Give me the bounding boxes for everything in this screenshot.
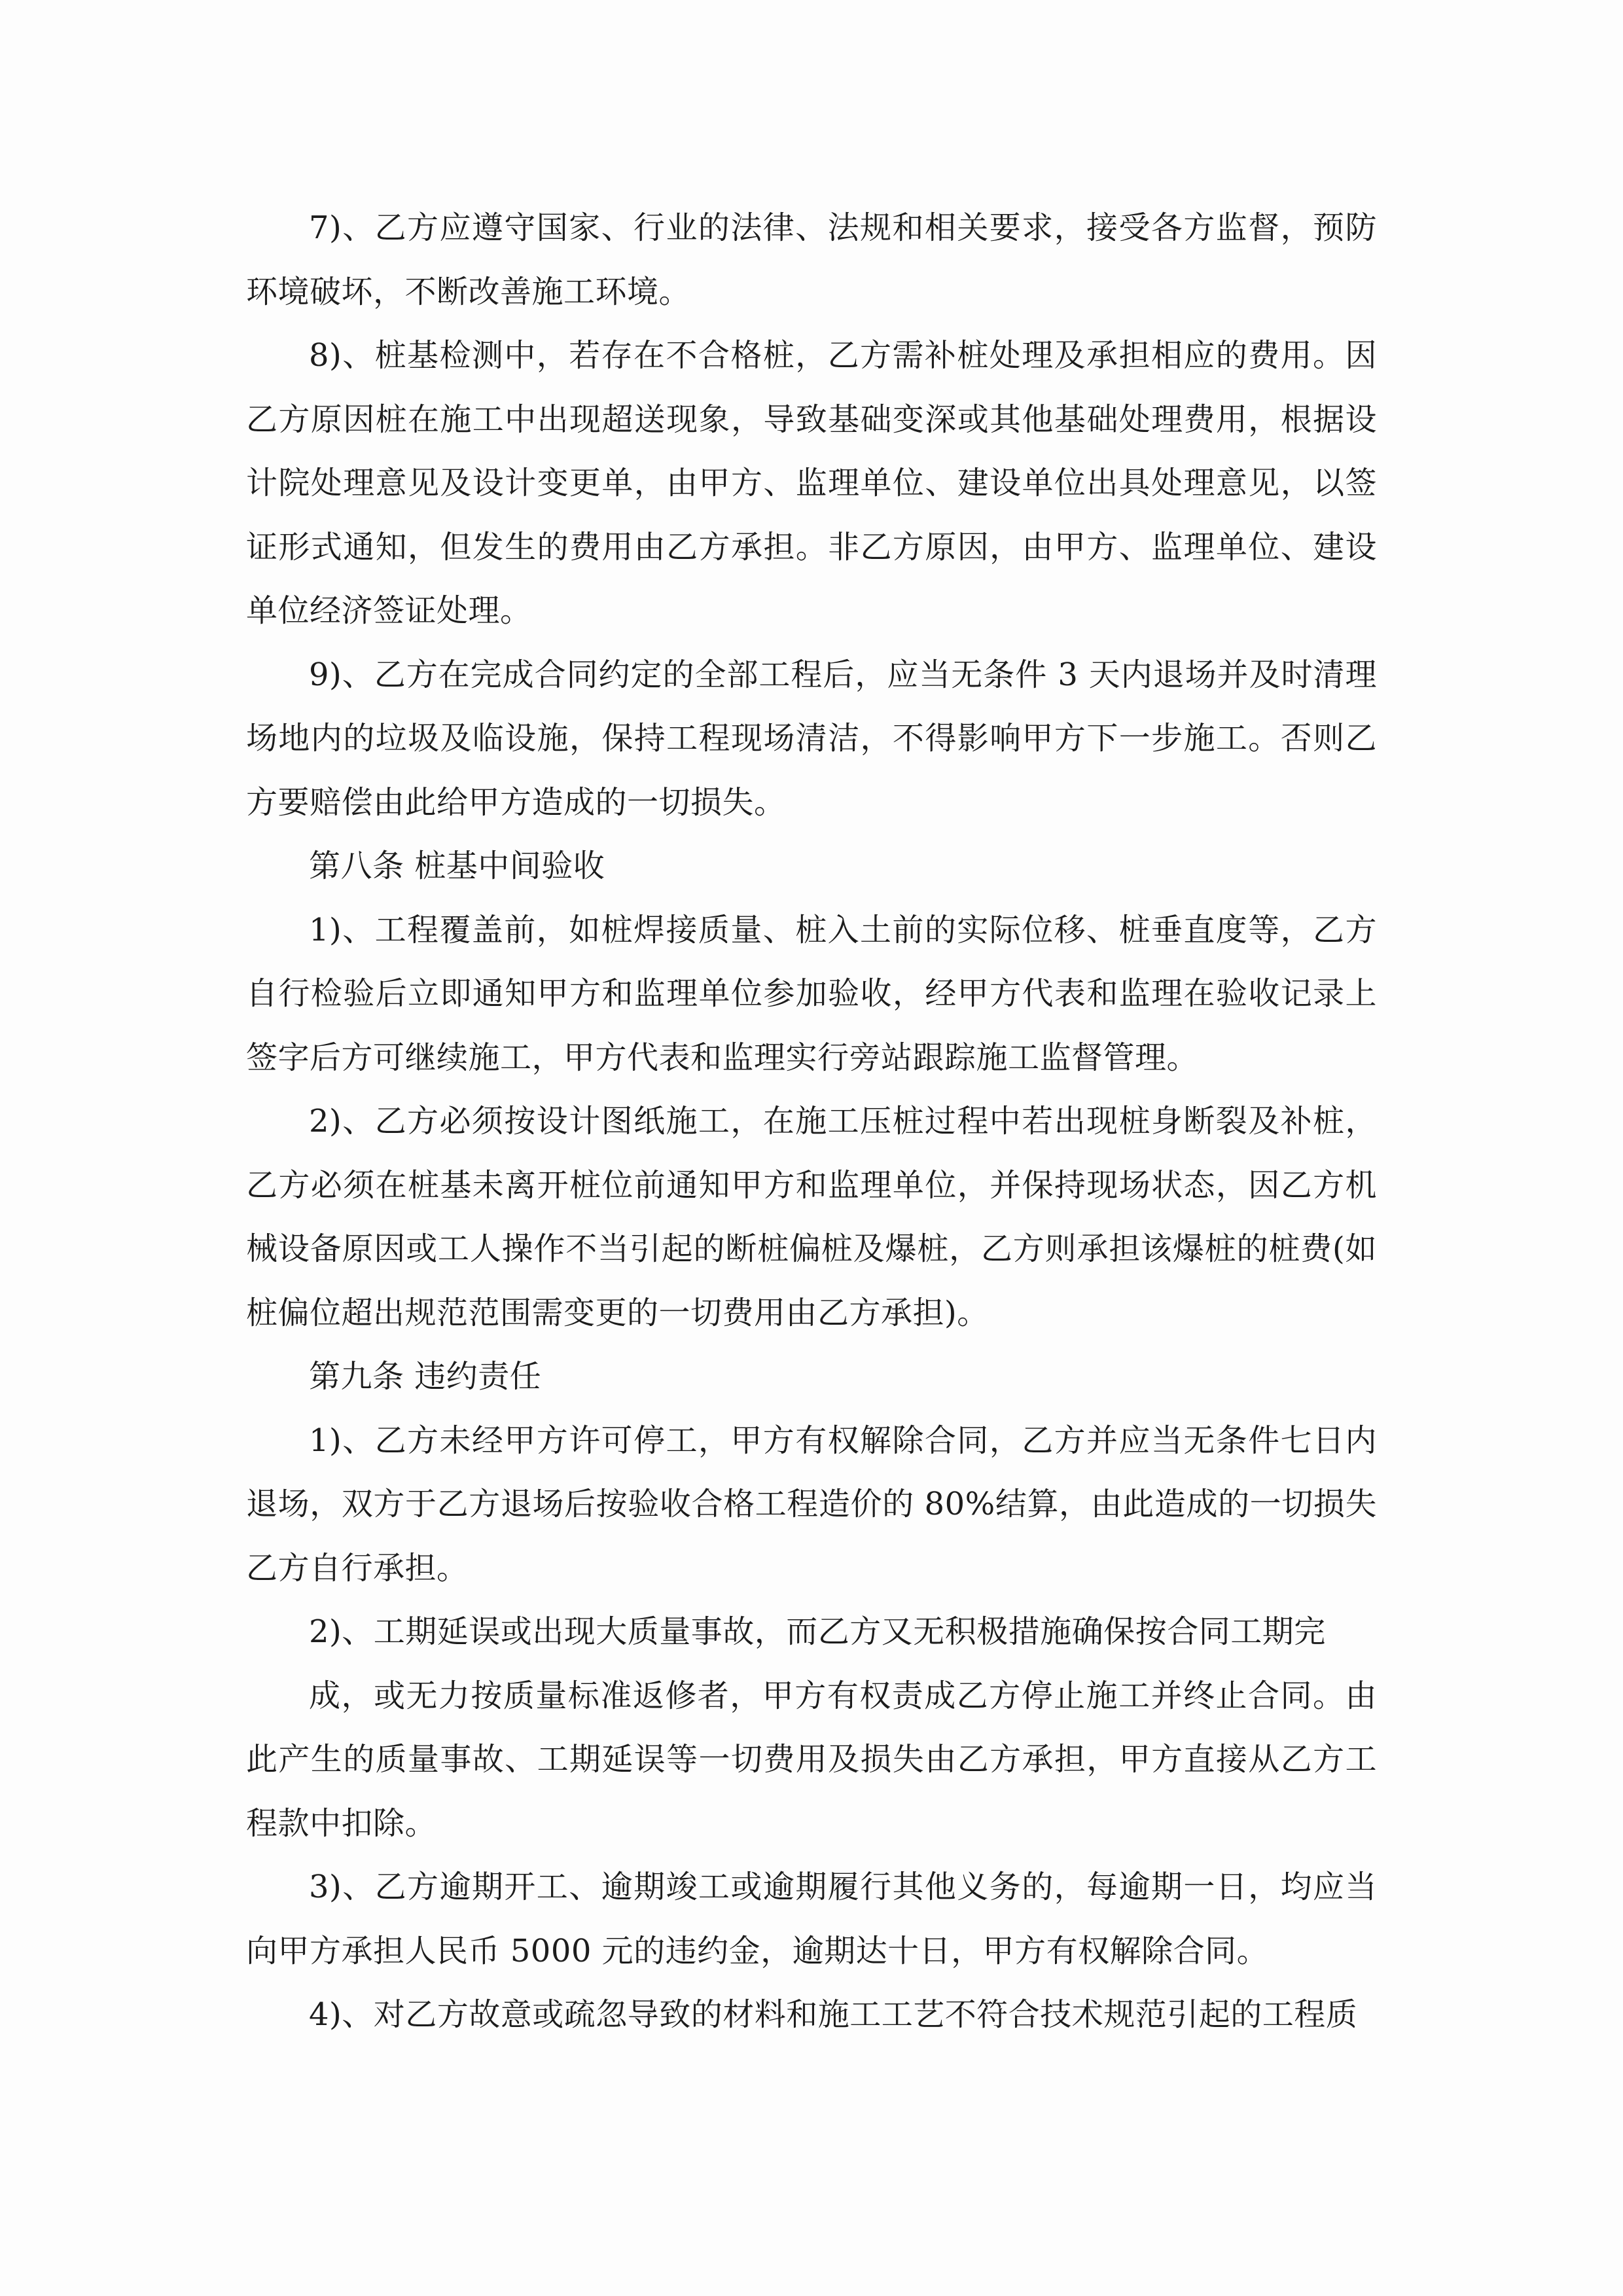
clause-7-7: 7)、乙方应遵守国家、行业的法律、法规和相关要求，接受各方监督，预防环境破坏，不断改善施工环境。 bbox=[246, 209, 1377, 310]
document-body bbox=[246, 196, 1377, 2047]
clause-9-3: 3)、乙方逾期开工、逾期竣工或逾期履行其他义务的，每逾期一日，均应当向甲方承担人民币 5000 元的违约金，逾期达十日，甲方有权解除合同。 bbox=[246, 1869, 1377, 1969]
clause-9-2: 2)、工期延误或出现大质量事故，而乙方又无积极措施确保按合同工期完 bbox=[309, 1613, 1326, 1650]
clause-9-1: 1)、乙方未经甲方许可停工，甲方有权解除合同，乙方并应当无条件七日内退场，双方于乙方退场后按验收合格工程造价的 80%结算，由此造成的一切损失乙方自行承担。 bbox=[246, 1422, 1377, 1587]
article-9-heading: 第九条 违约责任 bbox=[309, 1358, 542, 1395]
clause-8-1: 1)、工程覆盖前，如桩焊接质量、桩入土前的实际位移、桩垂直度等，乙方自行检验后立即通知甲方和监理单位参加验收，经甲方代表和监理在验收记录上签字后方可继续施工，甲方代表和监理实行旁站跟踪施工监督管理。 bbox=[246, 911, 1377, 1076]
clause-7-8: 8)、桩基检测中，若存在不合格桩，乙方需补桩处理及承担相应的费用。因乙方原因桩在施工中出现超送现象，导致基础变深或其他基础处理费用，根据设计院处理意见及设计变更单，由甲方、监理单位、建设单位出具处理意见，以签证形式通知，但发生的费用由乙方承担。非乙方原因，由甲方、监理单位、建设单位经济签证处理。 bbox=[246, 337, 1377, 629]
article-8-heading: 第八条 桩基中间验收 bbox=[309, 848, 605, 884]
clause-9-2-continued: 成，或无力按质量标准返修者，甲方有权责成乙方停止施工并终止合同。由此产生的质量事故、工期延误等一切费用及损失由乙方承担，甲方直接从乙方工程款中扣除。 bbox=[246, 1677, 1377, 1842]
clause-8-2: 2)、乙方必须按设计图纸施工，在施工压桩过程中若出现桩身断裂及补桩，乙方必须在桩基未离开桩位前通知甲方和监理单位，并保持现场状态，因乙方机械设备原因或工人操作不当引起的断桩偏桩及爆桩，乙方则承担该爆桩的桩费(如桩偏位超出规范范围需变更的一切费用由乙方承担)。 bbox=[246, 1103, 1377, 1331]
clause-9-4: 4)、对乙方故意或疏忽导致的材料和施工工艺不符合技术规范引起的工程质 bbox=[309, 1996, 1358, 2033]
clause-7-9: 9)、乙方在完成合同约定的全部工程后，应当无条件 3 天内退场并及时清理场地内的垃圾及临设施，保持工程现场清洁，不得影响甲方下一步施工。否则乙方要赔偿由此给甲方造成的一切损失。 bbox=[246, 656, 1377, 821]
